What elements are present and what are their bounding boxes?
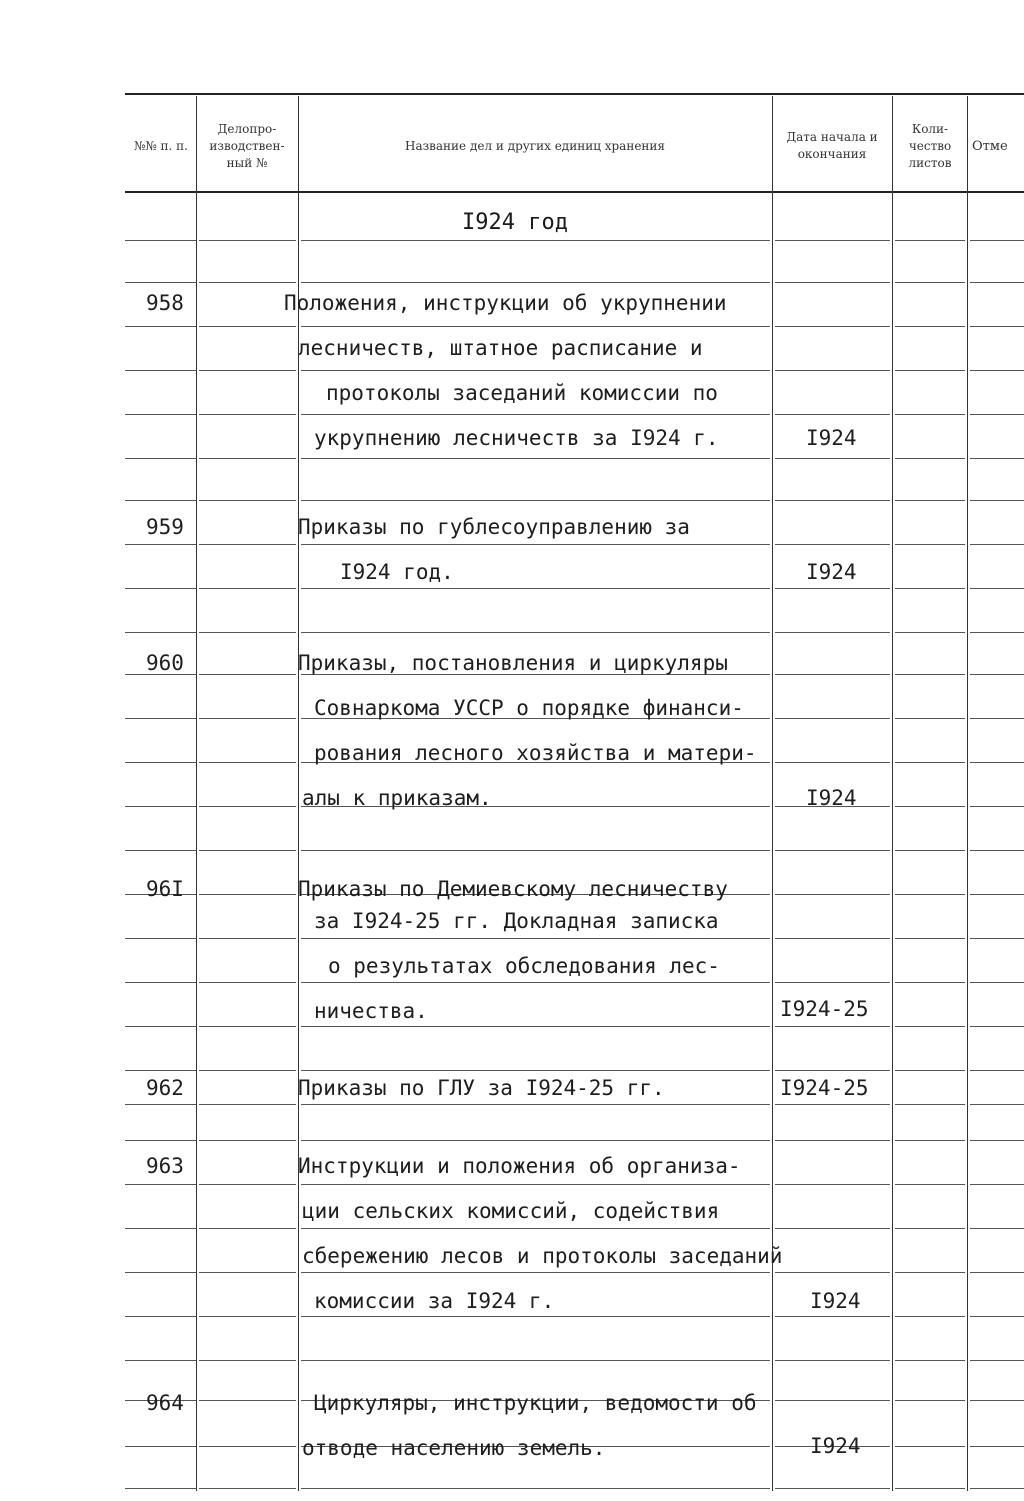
- ruled-line: [970, 806, 1024, 807]
- ruled-line: [125, 632, 196, 633]
- ruled-line: [301, 982, 770, 983]
- entry-title-line: ции сельских комиссий, содействия: [302, 1199, 720, 1223]
- ruled-line: [895, 1446, 965, 1447]
- ruled-line: [895, 718, 965, 719]
- ruled-line: [199, 894, 296, 895]
- ruled-line: [970, 1316, 1024, 1317]
- ruled-line: [125, 240, 196, 241]
- ruled-line: [895, 894, 965, 895]
- entry-title-line: рования лесного хозяйства и матери-: [314, 741, 757, 765]
- entry-date: I924: [810, 1289, 861, 1313]
- ruled-line: [970, 1228, 1024, 1229]
- entry-number: 96I: [146, 877, 184, 901]
- ruled-line: [970, 1026, 1024, 1027]
- ruled-line: [199, 1446, 296, 1447]
- header-col-title-label: Название дел и других единиц хранения: [404, 138, 665, 153]
- year-heading: I924 год: [462, 210, 568, 235]
- entry-number: 962: [146, 1076, 184, 1100]
- ruled-line: [199, 938, 296, 939]
- ruled-line: [199, 1488, 296, 1489]
- ruled-line: [125, 458, 196, 459]
- ruled-line: [301, 1104, 770, 1105]
- ruled-line: [301, 458, 770, 459]
- ruled-line: [970, 458, 1024, 459]
- header-col-dates-label: Дата начала и окончания: [786, 130, 878, 161]
- ruled-line: [775, 1104, 890, 1105]
- ruled-line: [199, 1316, 296, 1317]
- ruled-line: [775, 1360, 890, 1361]
- ruled-line: [895, 370, 965, 371]
- ruled-line: [970, 1070, 1024, 1071]
- ruled-line: [970, 544, 1024, 545]
- entry-title-line: за I924-25 гг. Докладная записка: [314, 909, 719, 933]
- ruled-line: [775, 982, 890, 983]
- ruled-line: [199, 806, 296, 807]
- ruled-line: [199, 588, 296, 589]
- ruled-line: [199, 1400, 296, 1401]
- ruled-line: [125, 1488, 196, 1489]
- entry-title-line: комиссии за I924 г.: [314, 1289, 555, 1313]
- ruled-line: [970, 370, 1024, 371]
- ruled-line: [125, 1446, 196, 1447]
- entry-title-line: Приказы по Демиевскому лесничеству: [298, 877, 728, 901]
- ruled-line: [895, 1104, 965, 1105]
- ruled-line: [970, 1360, 1024, 1361]
- ruled-line: [301, 632, 770, 633]
- entry-title-line: Положения, инструкции об укрупнении: [284, 291, 727, 315]
- ruled-line: [970, 632, 1024, 633]
- header-col-notes: [972, 104, 1024, 188]
- ruled-line: [301, 1228, 770, 1229]
- ruled-line: [775, 1026, 890, 1027]
- ruled-line: [125, 370, 196, 371]
- ruled-line: [301, 370, 770, 371]
- ruled-line: [970, 1272, 1024, 1273]
- ruled-line: [775, 370, 890, 371]
- ruled-line: [970, 282, 1024, 283]
- ruled-line: [970, 894, 1024, 895]
- ruled-line: [775, 674, 890, 675]
- entry-date: I924: [810, 1434, 861, 1458]
- ruled-line: [125, 850, 196, 851]
- entry-date: I924: [806, 560, 857, 584]
- entry-number: 963: [146, 1154, 184, 1178]
- ruled-line: [775, 1272, 890, 1273]
- entry-title-line: Совнаркома УССР о порядке финанси-: [314, 696, 744, 720]
- entry-title-line: лесничеств, штатное расписание и: [298, 336, 703, 360]
- ruled-line: [775, 1228, 890, 1229]
- ruled-line: [895, 282, 965, 283]
- entry-title-line: Приказы по гублесоуправлению за: [298, 515, 690, 539]
- ruled-line: [125, 806, 196, 807]
- ruled-line: [301, 1184, 770, 1185]
- ruled-line: [125, 544, 196, 545]
- entry-title-line: укрупнению лесничеств за I924 г.: [314, 426, 719, 450]
- ruled-line: [895, 240, 965, 241]
- ruled-line: [970, 414, 1024, 415]
- ruled-line: [970, 500, 1024, 501]
- ruled-line: [895, 850, 965, 851]
- ruled-line: [775, 632, 890, 633]
- ruled-line: [970, 1104, 1024, 1105]
- ruled-line: [895, 544, 965, 545]
- ruled-line: [775, 850, 890, 851]
- entry-number: 960: [146, 651, 184, 675]
- ruled-line: [895, 1070, 965, 1071]
- ruled-line: [301, 850, 770, 851]
- header-col-office-label: Делопро- изводствен- ный №: [209, 121, 285, 170]
- ruled-line: [895, 1488, 965, 1489]
- ruled-line: [199, 1070, 296, 1071]
- ruled-line: [301, 544, 770, 545]
- ruled-line: [895, 806, 965, 807]
- ruled-line: [301, 414, 770, 415]
- header-bottom-border: [125, 191, 1024, 193]
- header-top-border: [125, 93, 1024, 95]
- ruled-line: [125, 762, 196, 763]
- ruled-line: [895, 1272, 965, 1273]
- entry-title-line: сбережению лесов и протоколы заседаний: [302, 1244, 783, 1268]
- ruled-line: [895, 1184, 965, 1185]
- ruled-line: [125, 1228, 196, 1229]
- ruled-line: [301, 326, 770, 327]
- ruled-line: [125, 1360, 196, 1361]
- ruled-line: [301, 282, 770, 283]
- entry-title-line: протоколы заседаний комиссии по: [326, 381, 718, 405]
- entry-title-line: отводе населению земель.: [302, 1436, 606, 1460]
- entry-title-line: Инструкции и положения об организа-: [298, 1154, 741, 1178]
- ruled-line: [775, 938, 890, 939]
- ruled-line: [895, 762, 965, 763]
- ruled-line: [775, 326, 890, 327]
- ruled-line: [199, 370, 296, 371]
- ruled-line: [199, 1228, 296, 1229]
- ruled-line: [125, 982, 196, 983]
- ruled-line: [199, 1360, 296, 1361]
- column-divider-4: [892, 96, 893, 1491]
- entry-date: I924-25: [780, 1076, 869, 1100]
- header-col-title: [302, 104, 768, 188]
- header-col-number-label: №№ п. п.: [134, 138, 188, 153]
- header-col-notes-label: Отме: [972, 138, 1008, 154]
- ruled-line: [895, 326, 965, 327]
- ruled-line: [301, 1026, 770, 1027]
- ruled-line: [301, 240, 770, 241]
- ruled-line: [199, 414, 296, 415]
- column-divider-1: [196, 96, 197, 1491]
- ruled-line: [125, 414, 196, 415]
- ruled-line: [895, 1360, 965, 1361]
- ruled-line: [775, 1184, 890, 1185]
- ruled-line: [301, 1070, 770, 1071]
- ruled-line: [895, 1026, 965, 1027]
- column-divider-5: [967, 96, 968, 1491]
- entry-number: 959: [146, 515, 184, 539]
- entry-title-line: I924 год.: [340, 560, 454, 584]
- header-col-dates: [776, 104, 888, 188]
- ruled-line: [775, 718, 890, 719]
- ruled-line: [895, 458, 965, 459]
- ruled-line: [970, 762, 1024, 763]
- ruled-line: [895, 938, 965, 939]
- entry-number: 958: [146, 291, 184, 315]
- ruled-line: [775, 240, 890, 241]
- entry-title-line: ничества.: [314, 999, 428, 1023]
- ruled-line: [125, 1316, 196, 1317]
- ruled-line: [895, 500, 965, 501]
- ruled-line: [301, 500, 770, 501]
- ruled-line: [775, 544, 890, 545]
- ruled-line: [970, 1140, 1024, 1141]
- ruled-line: [199, 674, 296, 675]
- ruled-line: [895, 588, 965, 589]
- ruled-line: [301, 1316, 770, 1317]
- ruled-line: [125, 500, 196, 501]
- entry-date: I924-25: [780, 997, 869, 1021]
- ruled-line: [970, 938, 1024, 939]
- ruled-line: [301, 1272, 770, 1273]
- ruled-line: [199, 282, 296, 283]
- ruled-line: [199, 762, 296, 763]
- entry-title-line: Циркуляры, инструкции, ведомости об: [314, 1391, 757, 1415]
- ruled-line: [125, 282, 196, 283]
- entry-title-line: алы к приказам.: [302, 786, 492, 810]
- ruled-line: [970, 982, 1024, 983]
- ruled-line: [895, 674, 965, 675]
- ruled-line: [301, 588, 770, 589]
- header-col-sheets: [896, 104, 964, 188]
- ruled-line: [970, 850, 1024, 851]
- ruled-line: [125, 1272, 196, 1273]
- ruled-line: [895, 414, 965, 415]
- entry-title-line: о результатах обследования лес-: [328, 954, 720, 978]
- ruled-line: [199, 326, 296, 327]
- ruled-line: [199, 1104, 296, 1105]
- ruled-line: [775, 458, 890, 459]
- ruled-line: [775, 1400, 890, 1401]
- ruled-line: [895, 632, 965, 633]
- ruled-line: [970, 674, 1024, 675]
- ruled-line: [301, 1360, 770, 1361]
- ruled-line: [199, 544, 296, 545]
- ruled-line: [895, 1228, 965, 1229]
- ruled-line: [125, 326, 196, 327]
- ruled-line: [970, 718, 1024, 719]
- ruled-line: [775, 762, 890, 763]
- header-col-office: [200, 104, 294, 188]
- ruled-line: [125, 588, 196, 589]
- ruled-line: [125, 718, 196, 719]
- ruled-line: [775, 894, 890, 895]
- ruled-line: [125, 1140, 196, 1141]
- entry-date: I924: [806, 786, 857, 810]
- ruled-line: [970, 1488, 1024, 1489]
- header-col-sheets-label: Коли- чество листов: [908, 121, 952, 170]
- ruled-line: [970, 588, 1024, 589]
- ruled-line: [199, 850, 296, 851]
- ruled-line: [970, 1446, 1024, 1447]
- header-col-number: [130, 104, 192, 188]
- ruled-line: [301, 1488, 770, 1489]
- ruled-line: [895, 1140, 965, 1141]
- ruled-line: [970, 1400, 1024, 1401]
- entry-title-line: Приказы, постановления и циркуляры: [298, 651, 728, 675]
- ruled-line: [301, 938, 770, 939]
- ruled-line: [125, 1104, 196, 1105]
- entry-date: I924: [806, 426, 857, 450]
- ruled-line: [125, 1026, 196, 1027]
- ruled-line: [775, 414, 890, 415]
- ruled-line: [199, 1272, 296, 1273]
- ruled-line: [970, 1184, 1024, 1185]
- ruled-line: [970, 240, 1024, 241]
- ruled-line: [775, 282, 890, 283]
- ruled-line: [775, 1316, 890, 1317]
- ruled-line: [199, 1026, 296, 1027]
- ruled-line: [775, 1070, 890, 1071]
- ruled-line: [301, 1140, 770, 1141]
- column-divider-3: [772, 96, 773, 1491]
- ruled-line: [775, 1140, 890, 1141]
- ruled-line: [199, 240, 296, 241]
- ruled-line: [199, 458, 296, 459]
- ruled-line: [125, 938, 196, 939]
- entry-title-line: Приказы по ГЛУ за I924-25 гг.: [298, 1076, 665, 1100]
- ruled-line: [970, 326, 1024, 327]
- ruled-line: [199, 500, 296, 501]
- ruled-line: [199, 1184, 296, 1185]
- entry-number: 964: [146, 1391, 184, 1415]
- ruled-line: [775, 1488, 890, 1489]
- ruled-line: [895, 1316, 965, 1317]
- ruled-line: [199, 632, 296, 633]
- ruled-line: [775, 588, 890, 589]
- ruled-line: [125, 1070, 196, 1071]
- ruled-line: [775, 500, 890, 501]
- ruled-line: [199, 718, 296, 719]
- ruled-line: [895, 1400, 965, 1401]
- ruled-line: [895, 982, 965, 983]
- ruled-line: [199, 1140, 296, 1141]
- ruled-line: [125, 1184, 196, 1185]
- ruled-line: [199, 982, 296, 983]
